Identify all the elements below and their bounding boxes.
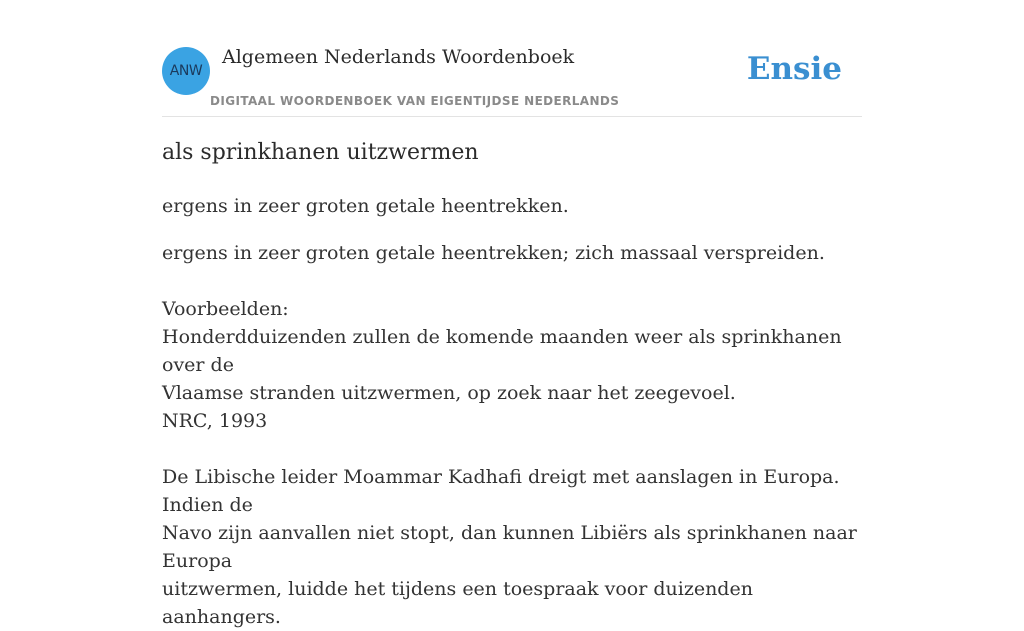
examples-section	[162, 295, 862, 631]
content-container	[162, 0, 862, 628]
entry-term: als sprinkhanen uitzwermen	[162, 140, 479, 165]
site-title[interactable]: Algemeen Nederlands Woordenboek	[222, 46, 575, 68]
ensie-brand-logo[interactable]: Ensie	[746, 51, 842, 87]
example-line: De Libische leider Moammar Kadhafi dreigt met aanslagen in Europa. Indien de	[162, 466, 840, 516]
example-line: Navo zijn aanvallen niet stopt, dan kunnen Libiërs als sprinkhanen naar Europa	[162, 522, 857, 572]
site-subtitle: DIGITAAL WOORDENBOEK VAN EIGENTIJDSE NEDERLANDS	[210, 94, 620, 108]
site-header	[162, 0, 862, 117]
example-item	[162, 463, 862, 631]
examples-label: Voorbeelden:	[162, 298, 289, 320]
long-definition: ergens in zeer groten getale heentrekken; zich massaal verspreiden.	[162, 242, 825, 264]
example-source: NRC, 1993	[162, 410, 268, 432]
example-item	[162, 323, 862, 435]
short-definition: ergens in zeer groten getale heentrekken.	[162, 195, 569, 217]
example-line: Honderdduizenden zullen de komende maanden weer als sprinkhanen over de	[162, 326, 842, 376]
example-spacer	[162, 435, 862, 463]
anw-logo[interactable]: ANW	[162, 47, 210, 95]
example-line: Vlaamse stranden uitzwermen, op zoek naar het zeegevoel.	[162, 382, 736, 404]
example-line: uitzwermen, luidde het tijdens een toespraak voor duizenden aanhangers.	[162, 578, 753, 628]
